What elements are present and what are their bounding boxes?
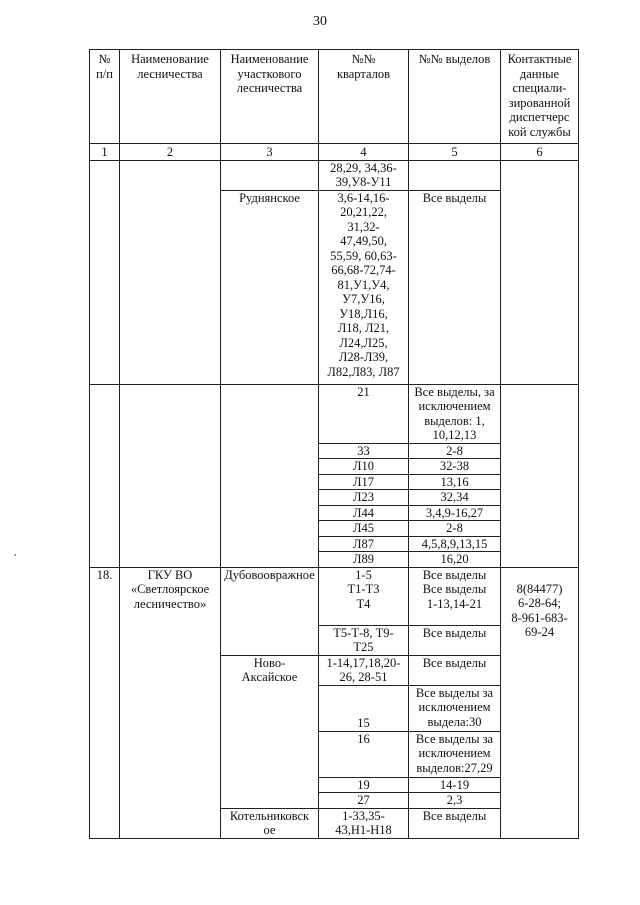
cell-district: Дубовоовражное: [221, 567, 319, 655]
cell-vydely: 2-8: [409, 443, 501, 459]
cell-vydely: Все выделы Все выделы 1-13,14-21: [409, 567, 501, 625]
cell-quarters: 3,6-14,16- 20,21,22, 31,32- 47,49,50, 55,59, 60,63- 66,68-72,74- 81,У1,У4, У7,У16, У18,Л16, Л18, Л21, Л24,Л25, Л28-Л39, Л82,Л83, Л87: [319, 190, 409, 384]
column-number: 1: [90, 144, 120, 161]
cell-quarters: 19: [319, 777, 409, 793]
cell-quarters: Л17: [319, 474, 409, 490]
header-num: № п/п: [90, 50, 120, 144]
cell-vydely: 2-8: [409, 521, 501, 537]
cell-forestry: ГКУ ВО «Светлоярское лесничество»: [120, 567, 221, 838]
cell-vydely: 32,34: [409, 490, 501, 506]
table-row: [90, 384, 579, 443]
cell-vydely: 3,4,9-16,27: [409, 505, 501, 521]
cell-vydely: 16,20: [409, 552, 501, 568]
cell-vydely: Все выделы: [409, 655, 501, 685]
cell-vydely: 14-19: [409, 777, 501, 793]
header-district-forestry: Наименование участкового лесничества: [221, 50, 319, 144]
cell-vydely: Все выделы: [409, 625, 501, 655]
cell-quarters: 16: [319, 731, 409, 777]
cell-vydely: Все выделы за исключением выдела:30: [409, 685, 501, 731]
header-forestry: Наименование лесничества: [120, 50, 221, 144]
header-contacts: Контактные данные специали- зированной диспетчерс кой службы: [501, 50, 579, 144]
cell-contacts: [501, 160, 579, 384]
table-row: [90, 160, 579, 190]
cell-quarters: Л45: [319, 521, 409, 537]
cell-vydely: Все выделы: [409, 808, 501, 838]
cell-vydely: 32-38: [409, 459, 501, 475]
column-number-row: [90, 144, 579, 161]
cell-num: [90, 160, 120, 384]
header-row: [90, 50, 579, 144]
cell-vydely: 2,3: [409, 793, 501, 809]
cell-quarters: Л87: [319, 536, 409, 552]
cell-quarters: 21: [319, 384, 409, 443]
column-number: 2: [120, 144, 221, 161]
page-number: 30: [313, 14, 327, 29]
cell-quarters: Л89: [319, 552, 409, 568]
cell-num: 18.: [90, 567, 120, 838]
cell-forestry: [120, 160, 221, 384]
scan-speck: [14, 554, 16, 556]
cell-quarters: 28,29, 34,36- 39,У8-У11: [319, 160, 409, 190]
forestry-table: [89, 49, 579, 839]
cell-num: [90, 384, 120, 567]
column-number: 5: [409, 144, 501, 161]
header-vydely: №№ выделов: [409, 50, 501, 144]
cell-contacts: [501, 384, 579, 567]
cell-district: [221, 384, 319, 567]
cell-vydely: 13,16: [409, 474, 501, 490]
cell-contacts: 8(84477) 6-28-64; 8-961-683- 69-24: [501, 567, 579, 838]
table-row: [90, 567, 579, 625]
cell-vydely: Все выделы, за исключением выделов: 1, 10,12,13: [409, 384, 501, 443]
cell-vydely: Все выделы за исключением выделов:27,29: [409, 731, 501, 777]
cell-vydely: 4,5,8,9,13,15: [409, 536, 501, 552]
cell-vydely: Все выделы: [409, 190, 501, 384]
cell-quarters: 27: [319, 793, 409, 809]
cell-quarters: Т5-Т-8, Т9- Т25: [319, 625, 409, 655]
cell-vydely: [409, 160, 501, 190]
header-quarters: №№ кварталов: [319, 50, 409, 144]
column-number: 4: [319, 144, 409, 161]
cell-quarters: Л44: [319, 505, 409, 521]
cell-district: Руднянское: [221, 190, 319, 384]
cell-quarters: 1-5 Т1-Т3 Т4: [319, 567, 409, 625]
cell-quarters: Л23: [319, 490, 409, 506]
cell-quarters: 33: [319, 443, 409, 459]
cell-quarters: Л10: [319, 459, 409, 475]
cell-district: Ново- Аксайское: [221, 655, 319, 808]
cell-district: [221, 160, 319, 190]
cell-quarters: 1-14,17,18,20- 26, 28-51: [319, 655, 409, 685]
cell-forestry: [120, 384, 221, 567]
cell-district: Котельниковск ое: [221, 808, 319, 838]
column-number: 6: [501, 144, 579, 161]
cell-quarters: 15: [319, 685, 409, 731]
cell-quarters: 1-33,35- 43,Н1-Н18: [319, 808, 409, 838]
column-number: 3: [221, 144, 319, 161]
